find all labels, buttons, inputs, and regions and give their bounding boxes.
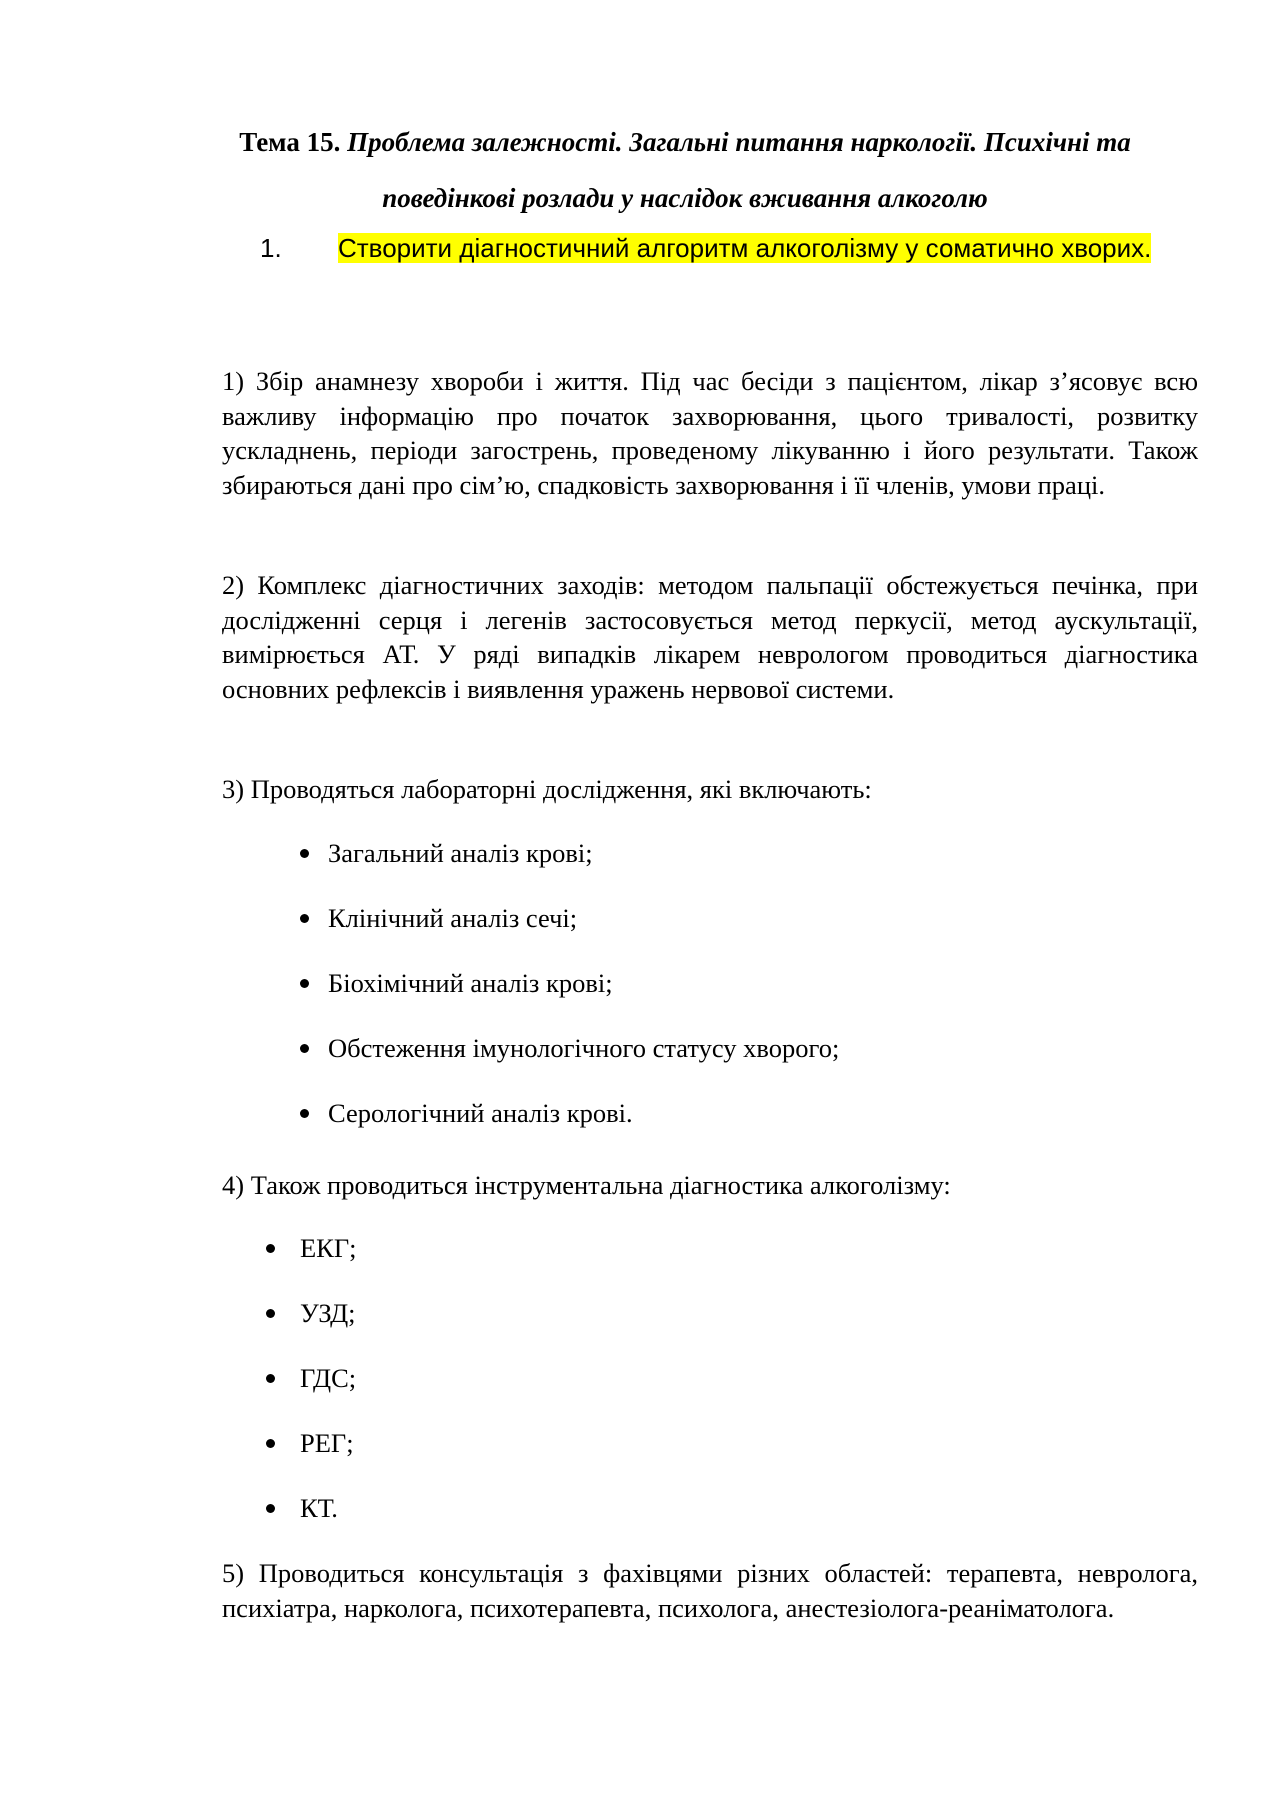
bullet-icon <box>266 1309 275 1318</box>
list-item <box>300 1231 357 1296</box>
task-text-highlighted: Створити діагностичний алгоритм алкоголізму у соматично хворих. <box>338 233 1152 263</box>
bullet-icon <box>266 1244 275 1253</box>
title-lead: Тема 15. <box>239 127 341 157</box>
task-heading <box>184 220 1198 276</box>
bullet-icon <box>300 914 309 923</box>
list-item-text: РЕГ; <box>300 1428 354 1458</box>
list-item <box>328 966 839 1031</box>
list-item-text: Клінічний аналіз сечі; <box>328 903 578 933</box>
bullet-icon <box>300 1044 309 1053</box>
list-item-text: Обстеження імунологічного статусу хворого; <box>328 1033 840 1063</box>
bullet-icon <box>266 1504 275 1513</box>
list-item <box>300 1426 357 1491</box>
task-number: 1. <box>260 233 282 263</box>
instrumental-tests-list <box>300 1231 357 1556</box>
list-item-text: ЕКГ; <box>300 1233 357 1263</box>
list-item-text: Серологічний аналіз крові. <box>328 1098 633 1128</box>
list-item-text: КТ. <box>300 1493 338 1523</box>
list-item <box>328 1031 839 1096</box>
list-item <box>300 1361 357 1426</box>
bullet-icon <box>300 1109 309 1118</box>
list-item <box>300 1491 357 1556</box>
list-item <box>328 1096 839 1161</box>
list-item-text: Біохімічний аналіз крові; <box>328 968 613 998</box>
bullet-icon <box>266 1374 275 1383</box>
list-item <box>328 836 839 901</box>
list-item <box>300 1296 357 1361</box>
list-item <box>328 901 839 966</box>
list-item-text: Загальний аналіз крові; <box>328 838 593 868</box>
lab-tests-list <box>328 836 839 1161</box>
paragraph-consultation: 5) Проводиться консультація з фахівцями різних областей: терапевта, невролога, психіатра, нарколога, психотерапевта, психолога, анестезіолога-реаніматолога. <box>222 1558 1198 1623</box>
paragraph-instrumental-intro: 4) Також проводиться інструментальна діагностика алкоголізму: <box>222 1170 951 1200</box>
paragraph-anamnesis: 1) Збір анамнезу хвороби і життя. Під час бесіди з пацієнтом, лікар з’ясовує всю важливу інформацію про початок захворювання, цього тривалості, розвитку ускладнень, періоди загострень, проведеному лікуванню і його результати. Також збираються дані про сім’ю, спадковість захворювання і її членів, умови праці. <box>222 366 1198 500</box>
bullet-icon <box>266 1439 275 1448</box>
list-item-text: ГДС; <box>300 1363 357 1393</box>
document-title <box>170 114 1200 226</box>
bullet-icon <box>300 849 309 858</box>
title-topic: Проблема залежності. Загальні питання наркології. Психічні та поведінкові розлади у наслідок вживання алкоголю <box>347 127 1131 213</box>
paragraph-diagnostics: 2) Комплекс діагностичних заходів: методом пальпації обстежується печінка, при дослідженні серця і легенів застосовується метод перкусії, метод аускультації, вимірюється АТ. У ряді випадків лікарем неврологом проводиться діагностика основних рефлексів і виявлення уражень нервової системи. <box>222 570 1198 704</box>
bullet-icon <box>300 979 309 988</box>
paragraph-lab-intro: 3) Проводяться лабораторні дослідження, які включають: <box>222 774 872 804</box>
list-item-text: УЗД; <box>300 1298 356 1328</box>
